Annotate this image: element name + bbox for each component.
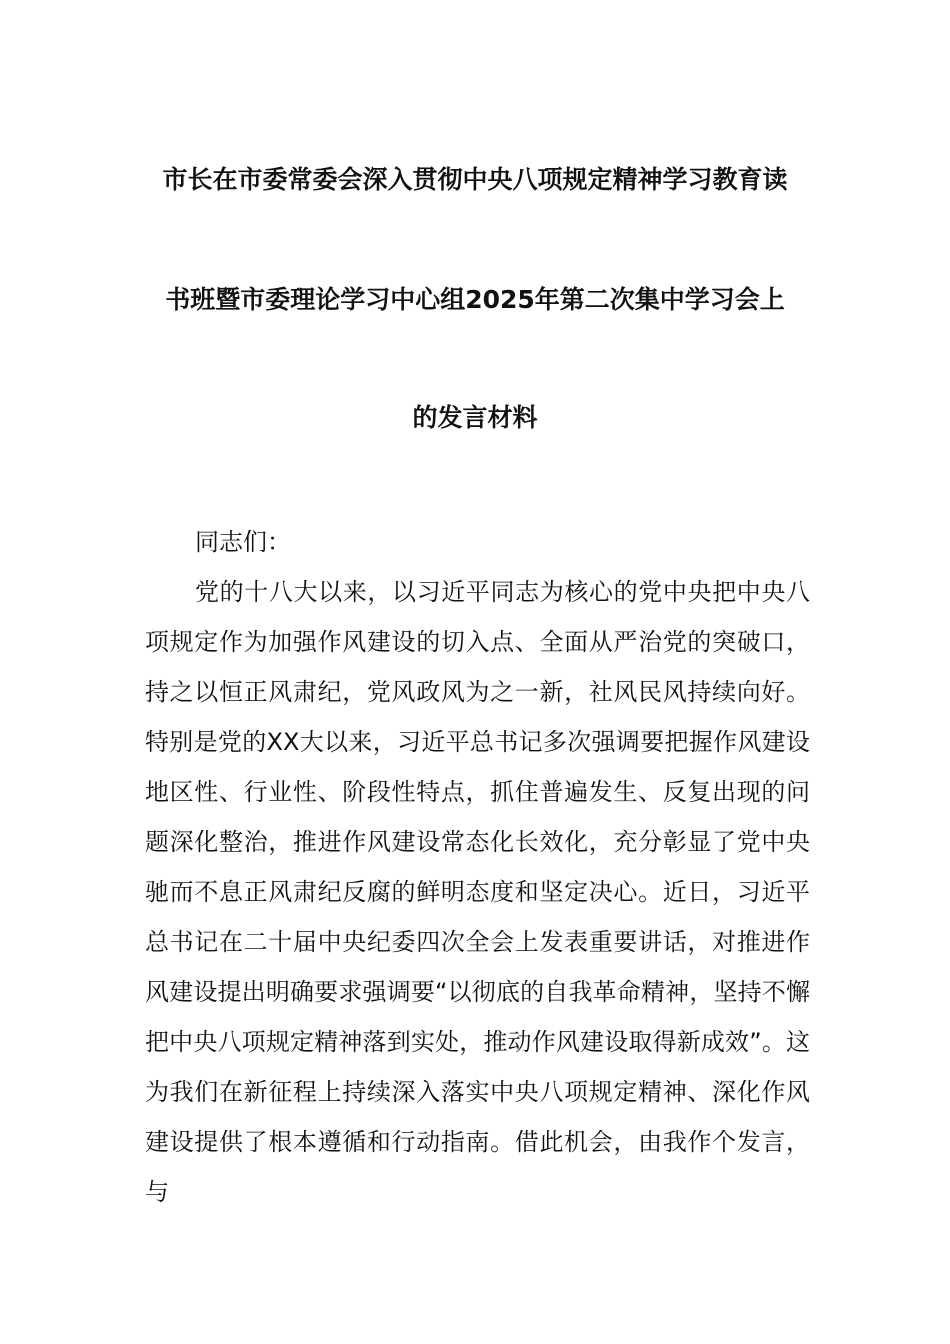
greeting: 同志们： — [195, 528, 291, 556]
document-title-line-1: 市长在市委常委会深入贯彻中央八项规定精神学习教育读 — [162, 165, 788, 194]
document-title-line-3: 的发言材料 — [412, 403, 538, 432]
body-paragraph: 党的十八大以来，以习近平同志为核心的党中央把中央八项规定作为加强作风建设的切入点、全面从严治党的突破口，持之以恒正风肃纪，党风政风为之一新，社风民风持续向好。特别是党的XX大以来，习近平总书记多次强调要把握作风建设地区性、行业性、阶段性特点，抓住普遍发生、反复出现的问题深化整治，推进作风建设常态化长效化，充分彰显了党中央驰而不息正风肃纪反腐的鲜明态度和坚定决心。近日，习近平总书记在二十届中央纪委四次全会上发表重要讲话，对推进作风建设提出明确要求强调要“以彻底的自我革命精神，坚持不懈把中央八项规定精神落到实处，推动作风建设取得新成效”。这为我们在新征程上持续深入落实中央八项规定精神、深化作风建设提供了根本遵循和行动指南。借此机会，由我作个发言，与 — [145, 578, 810, 1206]
document-title-line-2: 书班暨市委理论学习中心组2025年第二次集中学习会上 — [165, 285, 785, 314]
